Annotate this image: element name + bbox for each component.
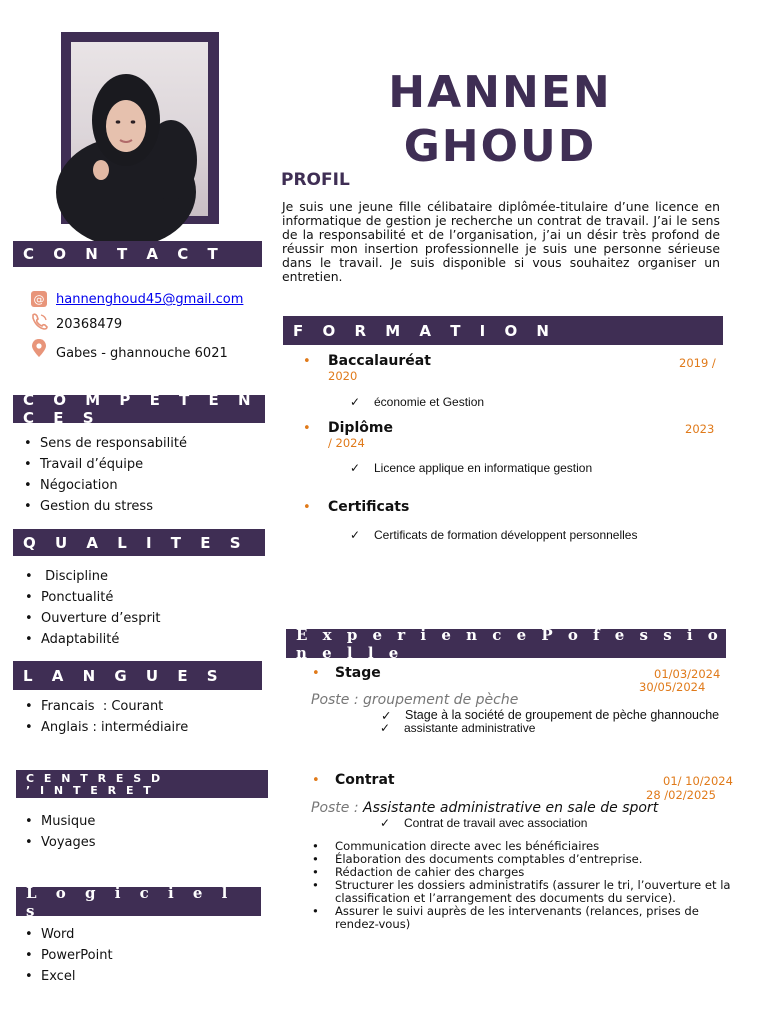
location-pin-icon — [30, 338, 48, 356]
list-item: • Discipline — [15, 566, 161, 587]
list-item: • Structurer les dossiers administratifs (assurer le tri, l’ouverture et la classification et l’arrangement des documents du service). — [310, 879, 740, 905]
competences-list — [14, 433, 187, 517]
svg-text:@: @ — [33, 293, 45, 306]
contrat-poste — [311, 800, 658, 816]
contrat-poste-label: Poste : — [311, 800, 364, 816]
list-item: • Ouverture d’esprit — [15, 608, 161, 629]
bullet-dot: • — [303, 500, 311, 515]
profil-title: PROFIL — [281, 170, 350, 190]
contrat-date-start: 01/ 10/2024 — [663, 774, 733, 788]
stage-date-start: 01/03/2024 — [654, 667, 721, 681]
qualites-list — [15, 566, 161, 650]
centres-header — [16, 770, 268, 798]
bullet-dot: • — [312, 773, 320, 788]
bac-date-start: 2019 / — [679, 356, 716, 370]
stage-detail: ✓ assistante administrative — [404, 721, 535, 735]
address-text: Gabes - ghannouche 6021 — [56, 346, 228, 361]
bullet-dot: • — [312, 666, 320, 681]
langues-header: L A N G U E S — [13, 661, 262, 690]
profil-text: Je suis une jeune fille célibataire diplômée-titulaire d’une licence en informatique de gestion je recherche un contrat de travail. J’ai le sens de la responsabilité et de l’organisation, j’ai un désir très profond de réussir mon insertion professionnelle je suis une personne sérieuse dans le travail. Je suis disponible si vous souhaitez organiser un entretien. — [282, 199, 720, 284]
bullet-dot: • — [303, 421, 311, 436]
qualites-header: Q U A L I T E S — [13, 529, 265, 556]
list-item: • Anglais : intermédiaire — [15, 717, 188, 738]
list-item: • Ponctualité — [15, 587, 161, 608]
list-item: • Musique — [15, 811, 96, 832]
experience-header: E x p e r i e n c e P o f e s s i o n e l l e — [286, 629, 726, 658]
diplome-title: Diplôme — [328, 420, 393, 436]
stage-detail: ✓ Stage à la société de groupement de pèche ghannouche — [405, 708, 719, 722]
list-item: • Word — [15, 924, 113, 945]
contact-header: C O N T A C T — [13, 241, 262, 267]
certificats-title: Certificats — [328, 499, 410, 515]
list-item: • Communication directe avec les bénéficiaires — [310, 840, 740, 853]
name-line-1: HANNEN — [388, 67, 612, 118]
stage-poste — [311, 692, 518, 708]
candidate-name — [300, 66, 700, 172]
bac-date-end: 2020 — [328, 369, 358, 383]
list-item: • Élaboration des documents comptables d’entreprise. — [310, 853, 740, 866]
list-item: • Assurer le suivi auprès de les intervenants (relances, prises de rendez-vous) — [310, 905, 740, 931]
centres-header-label: C E N T R E S D ’ I N T E R E T — [26, 772, 164, 797]
diplome-date-end: / 2024 — [328, 436, 365, 450]
list-item: • Francais : Courant — [15, 696, 188, 717]
list-item: • Sens de responsabilité — [14, 433, 187, 454]
list-item: • Négociation — [14, 475, 187, 496]
langues-list — [15, 696, 188, 738]
list-item: • Rédaction de cahier des charges — [310, 866, 740, 879]
formation-header: F O R M A T I O N — [283, 316, 723, 345]
logiciels-list — [15, 924, 113, 987]
phone-icon — [30, 312, 48, 330]
stage-poste-value: groupement de pèche — [363, 692, 519, 708]
certificats-detail: ✓ Certificats de formation développent personnelles — [374, 528, 637, 542]
email-link[interactable]: hannenghoud45@gmail.com — [56, 292, 244, 307]
diplome-detail: ✓ Licence applique en informatique gestion — [374, 461, 592, 475]
logiciels-header: L o g i c i e l s — [16, 887, 261, 916]
contrat-title: Contrat — [335, 772, 395, 788]
stage-date-end: 30/05/2024 — [639, 680, 706, 694]
contrat-date-end: 28 /02/2025 — [646, 788, 716, 802]
contrat-tasks-list — [310, 840, 740, 931]
list-item: • Gestion du stress — [14, 496, 187, 517]
stage-poste-label: Poste : — [311, 692, 364, 708]
list-item: • Voyages — [15, 832, 96, 853]
centres-list — [15, 811, 96, 853]
bac-title: Baccalauréat — [328, 353, 431, 369]
diplome-date-start: 2023 — [685, 422, 715, 436]
profile-photo — [71, 42, 208, 216]
competences-header: C O M P É T E N C E S — [13, 395, 265, 423]
contrat-detail: ✓ Contrat de travail avec association — [404, 816, 587, 830]
stage-title: Stage — [335, 665, 381, 681]
name-line-2: GHOUD — [403, 121, 597, 172]
bac-detail: ✓ économie et Gestion — [374, 395, 484, 409]
bullet-dot: • — [303, 354, 311, 369]
list-item: • Excel — [15, 966, 113, 987]
contrat-poste-value: Assistante administrative en sale de sport — [363, 800, 659, 816]
list-item: • PowerPoint — [15, 945, 113, 966]
email-icon — [30, 290, 48, 308]
list-item: • Adaptabilité — [15, 629, 161, 650]
phone-number: 20368479 — [56, 317, 123, 332]
list-item: • Travail d’équipe — [14, 454, 187, 475]
